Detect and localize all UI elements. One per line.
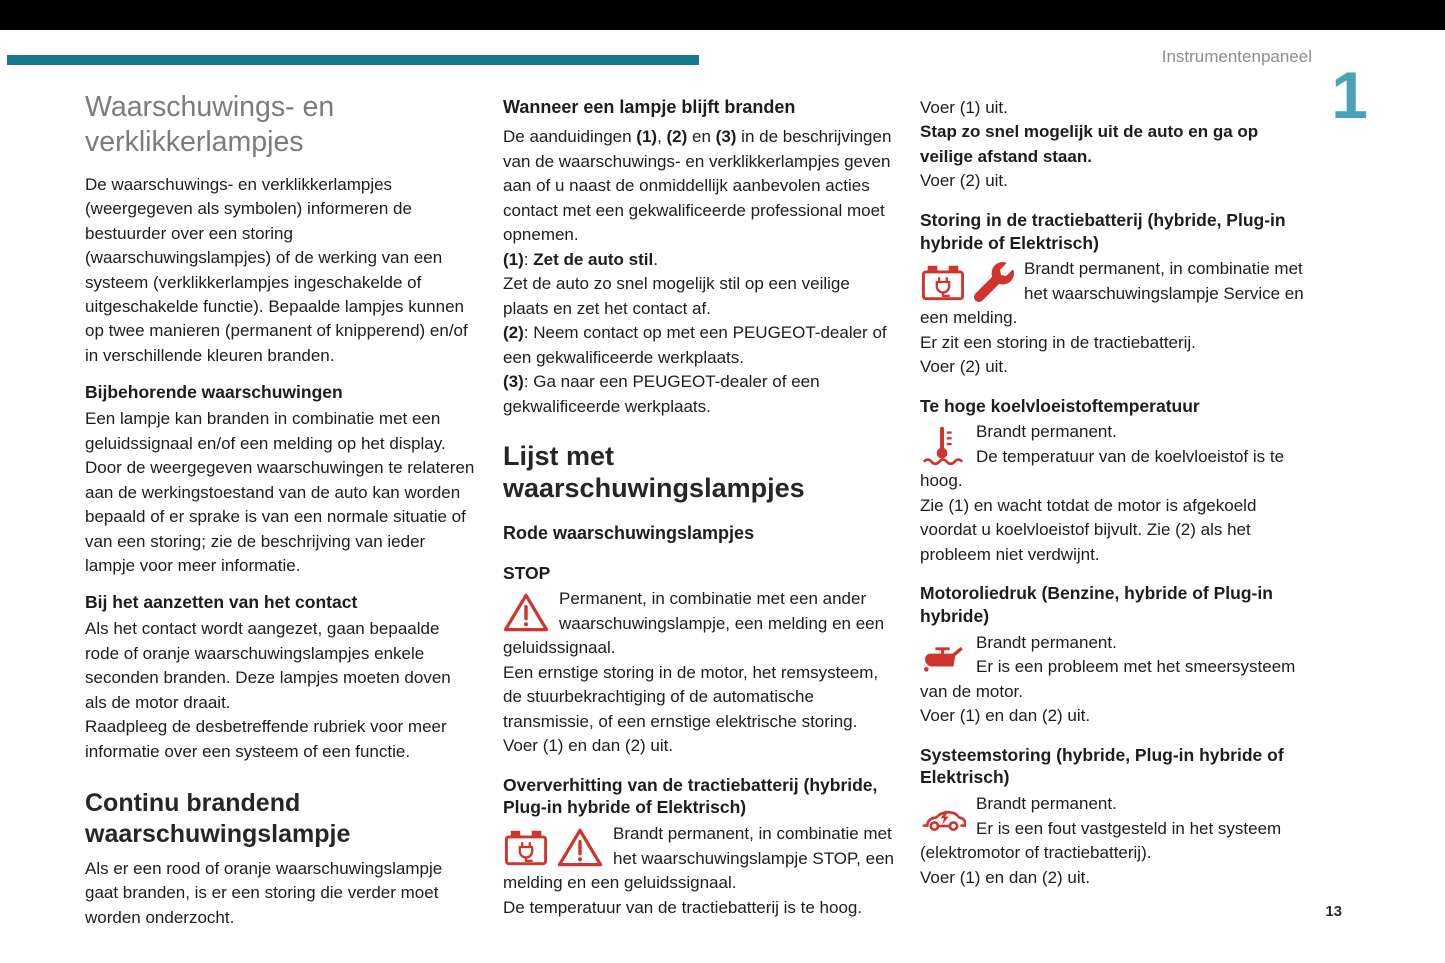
electric-drive-system-icon bbox=[920, 796, 966, 838]
column-middle bbox=[503, 96, 895, 920]
body-text: De temperatuur van de koelvloeistof is te hoog. bbox=[920, 446, 1285, 491]
body-text: Voer (1) en dan (2) uit. bbox=[920, 867, 1091, 887]
page-title: Waarschuwings- en verklikkerlampjes bbox=[85, 91, 335, 159]
section-title-warning-lights-list: Lijst met waarschuwingslampjes bbox=[503, 441, 805, 503]
light-heading-battery-overheat: Oververhitting van de tractiebatterij (hybride, Plug-in hybride of Elektrisch) bbox=[503, 774, 878, 818]
icon-group bbox=[503, 826, 603, 868]
light-section-oil-pressure bbox=[920, 582, 1314, 728]
body-text: Er zit een storing in de tractiebatterij. bbox=[920, 332, 1196, 352]
page-number: 13 bbox=[1325, 903, 1342, 920]
traction-battery-icon bbox=[920, 261, 966, 303]
body-text: Voer (1) uit. bbox=[920, 98, 1008, 117]
light-heading-stop: STOP bbox=[503, 562, 551, 583]
safety-instruction-text: Stap zo snel mogelijk uit de auto en ga op veilige afstand staan. bbox=[920, 122, 1259, 166]
section-heading-red-lights: Rode waarschuwingslampjes bbox=[503, 522, 755, 543]
light-body bbox=[920, 257, 1314, 379]
engine-oil-pressure-icon bbox=[920, 635, 966, 677]
body-text: Er is een probleem met het smeersysteem van de motor. bbox=[920, 657, 1296, 701]
body-text: Brandt permanent, in combinatie met het waarschuwingslampje STOP, een melding en een geluidssignaal. bbox=[503, 824, 894, 893]
light-section-stop bbox=[503, 562, 895, 759]
action-1-text: (1): Zet de auto stil. bbox=[503, 249, 658, 269]
light-body bbox=[503, 822, 895, 920]
light-heading-coolant: Te hoge koelvloeistoftemperatuur bbox=[920, 395, 1200, 416]
light-body bbox=[920, 631, 1314, 729]
coolant-temperature-icon bbox=[920, 424, 966, 466]
light-section-battery-fault bbox=[920, 209, 1314, 380]
body-text: De aanduidingen (1), (2) en (3) in de beschrijvingen van de waarschuwings- en verklikkerlampjes geven aan of u naast de onmiddellijk aanbevolen acties contact met een gekwalificeerde professional moet opnemen. bbox=[503, 127, 892, 245]
body-text: Een ernstige storing in de motor, het remsysteem, de stuurbekrachtiging of de automatische transmissie, of een ernstige elektrische storing. bbox=[503, 662, 879, 731]
body-text: Raadpleeg de desbetreffende rubriek voor meer informatie over een systeem of een functie. bbox=[85, 717, 447, 761]
warning-triangle-icon bbox=[503, 591, 549, 633]
action-3-text: (3): Ga naar een PEUGEOT-dealer of een gekwalificeerde werkplaats. bbox=[503, 372, 820, 416]
body-text: Een lampje kan branden in combinatie met een geluidssignaal en/of een melding op het display. bbox=[85, 409, 446, 453]
wrench-icon bbox=[974, 262, 1014, 302]
action-2-text: (2): Neem contact op met een PEUGEOT-dealer of een gekwalificeerde werkplaats. bbox=[503, 323, 887, 367]
body-text: Brandt permanent. bbox=[976, 794, 1117, 814]
body-text: Voer (2) uit. bbox=[920, 171, 1008, 191]
light-body bbox=[503, 587, 895, 758]
section-heading-warnings: Bijbehorende waarschuwingen bbox=[85, 382, 343, 403]
top-edge-bar bbox=[0, 0, 1445, 30]
section-heading-light-stays-on: Wanneer een lampje blijft branden bbox=[503, 97, 796, 117]
light-section-battery-overheat bbox=[503, 774, 895, 920]
chapter-number: 1 bbox=[1331, 58, 1368, 132]
body-text: Door de weergegeven waarschuwingen te relateren aan de werkingstoestand van de auto kan worden bepaald of er sprake is van een normale situatie of van een storing; zie de beschrijving van ieder lampje voor meer informatie. bbox=[85, 458, 475, 575]
intro-paragraph: De waarschuwings- en verklikkerlampjes (weergegeven als symbolen) informeren de bestuurder over een storing (waarschuwingslampjes) of de werking van een systeem (verklikkerlampjes ingeschakelde of uitgeschakelde functie). Bepaalde lampjes kunnen op twee manieren (permanent of knipperend) en/of in verschillende kleuren branden. bbox=[85, 174, 468, 365]
light-section-coolant-temperature bbox=[920, 395, 1314, 568]
icon-group bbox=[920, 796, 966, 838]
body-text: Als er een rood of oranje waarschuwingslampje gaat branden, is er een storing die verder moet worden onderzocht. bbox=[85, 859, 443, 927]
icon-group bbox=[920, 261, 1014, 303]
body-text: Als het contact wordt aangezet, gaan bepaalde rode of oranje waarschuwingslampjes enkele seconden branden. Deze lampjes moeten doven als de motor draait. bbox=[85, 619, 451, 712]
icon-group bbox=[503, 591, 549, 633]
section-heading-permanent-light: Continu brandend waarschuwingslampje bbox=[85, 789, 351, 848]
section-heading-ignition: Bij het aanzetten van het contact bbox=[85, 592, 358, 613]
light-heading-battery-fault: Storing in de tractiebatterij (hybride, Plug-in hybride of Elektrisch) bbox=[920, 209, 1286, 253]
icon-group bbox=[920, 635, 966, 677]
body-text: Brandt permanent. bbox=[976, 422, 1117, 442]
body-text: Permanent, in combinatie met een ander waarschuwingslampje, een melding en een geluidssignaal. bbox=[503, 589, 885, 658]
icon-group bbox=[920, 424, 966, 466]
light-body bbox=[920, 792, 1314, 890]
light-heading-oil-pressure: Motoroliedruk (Benzine, hybride of Plug-in hybride) bbox=[920, 583, 1273, 627]
body-text: De temperatuur van de tractiebatterij is te hoog. bbox=[503, 897, 863, 917]
body-text: Voer (1) en dan (2) uit. bbox=[503, 736, 674, 756]
body-text: Brandt permanent. bbox=[976, 632, 1117, 652]
light-section-system-fault bbox=[920, 744, 1314, 890]
body-text: Er is een fout vastgesteld in het systeem (elektromotor of tractiebatterij). bbox=[920, 818, 1282, 863]
body-text: Brandt permanent, in combinatie met het waarschuwingslampje Service en een melding. bbox=[920, 259, 1304, 328]
body-text: Zet de auto zo snel mogelijk stil op een veilige plaats en zet het contact af. bbox=[503, 274, 850, 318]
column-right bbox=[920, 96, 1314, 890]
header-rule bbox=[7, 55, 699, 65]
traction-battery-icon bbox=[503, 826, 549, 868]
light-heading-system-fault: Systeemstoring (hybride, Plug-in hybride of Elektrisch) bbox=[920, 744, 1284, 788]
body-text: Zie (1) en wacht totdat de motor is afgekoeld voordat u koelvloeistof bijvult. Zie (2) als het probleem niet verdwijnt. bbox=[920, 495, 1257, 564]
body-text: Voer (2) uit. bbox=[920, 357, 1008, 377]
light-body bbox=[920, 420, 1314, 567]
page-header: Instrumentenpaneel bbox=[1161, 47, 1312, 66]
warning-triangle-icon bbox=[557, 826, 603, 868]
body-text: Voer (1) en dan (2) uit. bbox=[920, 706, 1091, 726]
column-left bbox=[85, 90, 475, 930]
